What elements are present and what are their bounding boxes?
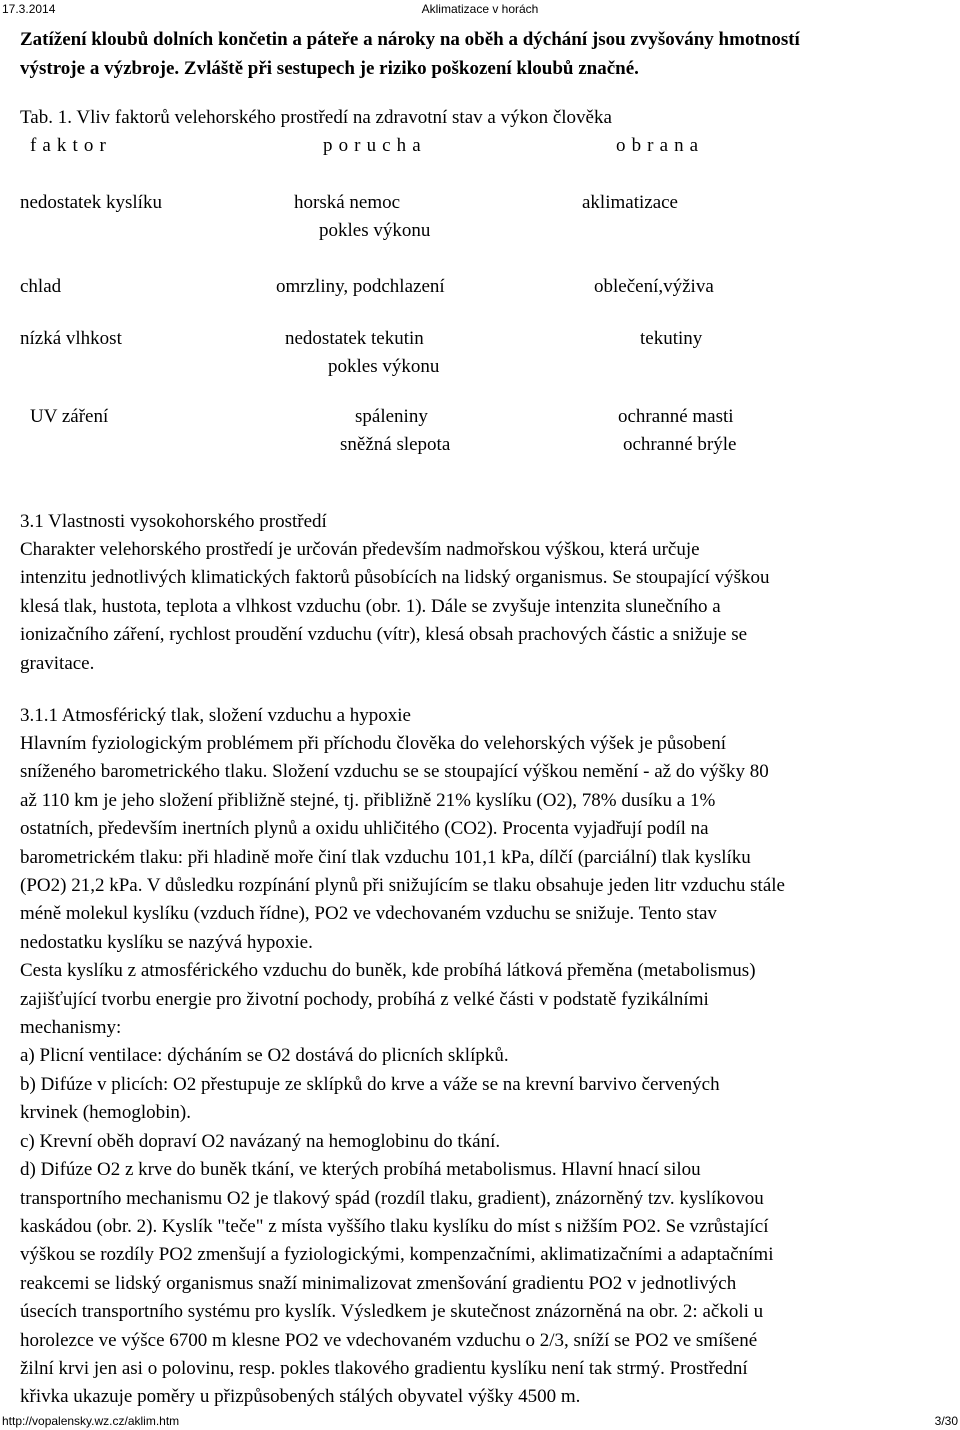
table-cell-disorder: omrzliny, podchlazení (276, 276, 445, 297)
table-cell-factor: chlad (20, 276, 62, 297)
text-line: Charakter velehorského prostředí je určován především nadmořskou výškou, která určuje (20, 539, 700, 560)
table-cell-disorder: sněžná slepota (340, 434, 451, 455)
table-cell-defense: oblečení,výživa (594, 276, 714, 297)
text-line: výškou se rozdíly PO2 zmenšují a fyziologickými, kompenzačními, aklimatizačními a adaptačními (20, 1244, 774, 1266)
table-cell-defense: tekutiny (640, 328, 703, 349)
section-paragraph (20, 730, 945, 1412)
table-cell-disorder: pokles výkonu (328, 356, 440, 377)
text-line: Hlavním fyziologickým problémem při příchodu člověka do velehorských výšek je působení (20, 733, 726, 754)
text-line: horolezce ve výšce 6700 m klesne PO2 ve vdechovaném vzduchu o 2/3, sníží se PO2 ve smíšené (20, 1329, 758, 1351)
text-line: b) Difúze v plicích: O2 přestupuje ze sklípků do krve a váže se na krevní barvivo červených (20, 1073, 720, 1095)
text-line: žilní krvi jen asi o polovinu, resp. pokles tlakového gradientu kyslíku není tak strmý. Prostřední (20, 1357, 748, 1379)
text-line: ionizačního záření, rychlost proudění vzduchu (vítr), klesá obsah prachových částic a snižuje se (20, 624, 748, 646)
text-line: až 110 km je jeho složení přibližně stejné, tj. přibližně 21% kyslíku (O2), 78% dusíku a 1% (20, 789, 716, 811)
table-cell-defense: aklimatizace (582, 192, 678, 213)
text-line: zajišťující tvorbu energie pro životní pochody, probíhá z velké části v podstatě fyzikálními (20, 988, 709, 1010)
text-line: nedostatku kyslíku se nazývá hypoxie. (20, 931, 313, 953)
text-line: reakcemi se lidský organismus snaží minimalizovat zmenšování gradientu PO2 v jednotlivých (20, 1272, 737, 1294)
text-line: klesá tlak, hustota, teplota a vlhkost vzduchu (obr. 1). Dále se zvyšuje intenzita slunečního a (20, 595, 721, 617)
text-line: d) Difúze O2 z krve do buněk tkání, ve kterých probíhá metabolismus. Hlavní hnací silou (20, 1159, 701, 1181)
text-line: méně molekul kyslíku (vzduch řídne), PO2 ve vdechovaném vzduchu se snižuje. Tento stav (20, 903, 717, 925)
text-line: sníženého barometrického tlaku. Složení vzduchu se se stoupající výškou nemění - až do výšky 80 (20, 761, 769, 783)
table-cell-factor: UV záření (30, 406, 109, 427)
section-heading: 3.1 Vlastnosti vysokohorského prostředí (20, 511, 327, 532)
text-line: transportního mechanismu O2 je tlakový spád (rozdíl tlaku, gradient), znázorněný tzv. kyslíkovou (20, 1187, 764, 1209)
text-line: krvinek (hemoglobin). (20, 1102, 191, 1124)
text-line: (PO2) 21,2 kPa. V důsledku rozpínání plynů při snižujícím se tlaku obsahuje jeden litr vzduchu stále (20, 875, 785, 897)
text-line: a) Plicní ventilace: dýcháním se O2 dostává do plicních sklípků. (20, 1045, 509, 1067)
page-header (0, 0, 960, 18)
source-url: http://vopalensky.wz.cz/aklim.htm (2, 1414, 180, 1428)
table-cell-disorder: pokles výkonu (319, 220, 431, 241)
table-cell-defense: ochranné brýle (623, 434, 737, 455)
table-cell-factor: nedostatek kyslíku (20, 192, 162, 213)
text-line: mechanismy: (20, 1017, 122, 1039)
table-cell-defense: ochranné masti (618, 406, 734, 427)
page-footer (0, 1412, 960, 1430)
table-header-factor: faktor (30, 135, 112, 156)
text-line: úsecích transportního systému pro kyslík. Výsledkem je skutečnost znázorněná na obr. 2: ačkoli u (20, 1301, 764, 1323)
text-line: ostatních, především inertních plynů a oxidu uhličitého (CO2). Procenta vyjadřují podíl na (20, 818, 709, 840)
text-line: gravitace. (20, 652, 95, 674)
text-line: kaskádou (obr. 2). Kyslík "teče" z místa vyššího tlaku kyslíku do míst s nižším PO2. Se vzrůstající (20, 1215, 769, 1237)
table-cell-disorder: spáleniny (355, 406, 428, 427)
table-header-disorder: porucha (323, 135, 427, 156)
table-caption: Tab. 1. Vliv faktorů velehorského prostředí na zdravotní stav a výkon člověka (20, 107, 612, 128)
text-line: barometrickém tlaku: při hladině moře činí tlak vzduchu 101,1 kPa, dílčí (parciální) tlak kyslíku (20, 846, 751, 868)
table-cell-disorder: nedostatek tekutin (285, 328, 424, 349)
text-line: c) Krevní oběh dopraví O2 navázaný na hemoglobinu do tkání. (20, 1130, 501, 1152)
table-header-defense: obrana (616, 135, 705, 156)
table-cell-factor: nízká vlhkost (20, 328, 122, 349)
section-paragraph (20, 536, 945, 678)
page-title: Aklimatizace v horách (421, 2, 539, 16)
section-heading: 3.1.1 Atmosférický tlak, složení vzduchu a hypoxie (20, 705, 411, 726)
text-line: intenzitu jednotlivých klimatických faktorů působících na lidský organismus. Se stoupající výškou (20, 567, 770, 589)
print-date: 17.3.2014 (2, 2, 56, 16)
intro-line-2: výstroje a výzbroje. Zvláště při sestupech je riziko poškození kloubů značné. (20, 58, 639, 79)
table-cell-disorder: horská nemoc (294, 192, 401, 213)
page-number: 3/30 (934, 1414, 958, 1428)
text-line: křivka ukazuje poměry u přizpůsobených stálých obyvatel výšky 4500 m. (20, 1386, 581, 1408)
intro-line-1: Zatížení kloubů dolních končetin a páteře a nároky na oběh a dýchání jsou zvyšovány hmotností (20, 29, 800, 50)
text-line: Cesta kyslíku z atmosférického vzduchu do buněk, kde probíhá látková přeměna (metabolismus) (20, 960, 756, 982)
